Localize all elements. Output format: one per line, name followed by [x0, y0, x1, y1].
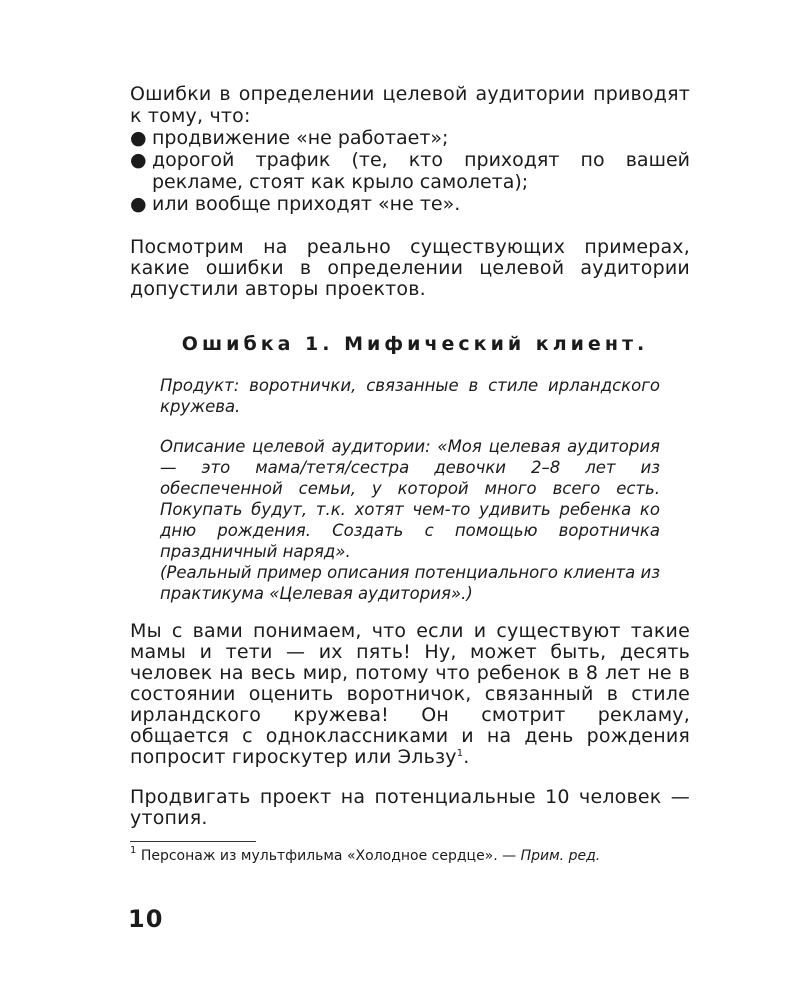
bullet-icon: ● — [130, 149, 147, 171]
footnote-divider — [130, 841, 256, 842]
page-body — [130, 83, 690, 865]
list-item: ● дорогой трафик (те, кто приходят по вашей рекламе, стоят как крыло самолета); — [130, 149, 690, 193]
quote-source: (Реальный пример описания потенциального клиента из практикума «Целевая аудитория».) — [160, 563, 660, 603]
list-item: ● продвижение «не работает»; — [130, 127, 449, 149]
bullet-list — [130, 127, 690, 215]
intro-paragraph: Ошибки в определении целевой аудитории приводят к тому, что: — [130, 83, 690, 127]
footnote-reference: 1 — [456, 748, 464, 759]
quote-product: Продукт: воротнички, связанные в стиле ирландского кружева. — [160, 376, 660, 416]
examples-paragraph: Посмотрим на реально существующих примерах, какие ошибки в определении целевой аудитории допустили авторы проектов. — [130, 236, 690, 300]
bullet-icon: ● — [130, 127, 147, 149]
page-number: 10 — [128, 905, 164, 933]
footnote: $^1$ Персонаж из мультфильма «Холодное сердце». — Прим. ред. — [130, 845, 601, 864]
list-item: ● или вообще приходят «не те». — [130, 193, 461, 215]
conclusion-paragraph: Продвигать проект на потенциальные 10 человек — утопия. — [130, 786, 690, 829]
quote-description: Описание целевой аудитории: «Моя целевая аудитория — это мама/тетя/сестра девочки 2–8 лет из обеспеченной семьи, у которой много всего есть. Покупать будут, т.к. хотят чем-то удивить ребенка ко дню рождения. Создать с помощью воротничка праздничный наряд». — [160, 437, 660, 561]
footnote-marker: 1 — [130, 845, 137, 856]
analysis-paragraph: Мы с вами понимаем, что если и существуют такие мамы и тети — их пять! Ну, может быть, десять человек на весь мир, потому что ребенок в 8 лет не в состоянии оценить воротничок, связанный в стиле ирландского кружева! Он смотрит рекламу, общается с одноклассниками и на день рождения попросит гироскутер или Эльзу$^1$. — [130, 620, 690, 768]
bullet-icon: ● — [130, 193, 147, 215]
example-quote — [160, 375, 660, 604]
section-heading: Ошибка 1. Мифический клиент. — [181, 333, 649, 355]
